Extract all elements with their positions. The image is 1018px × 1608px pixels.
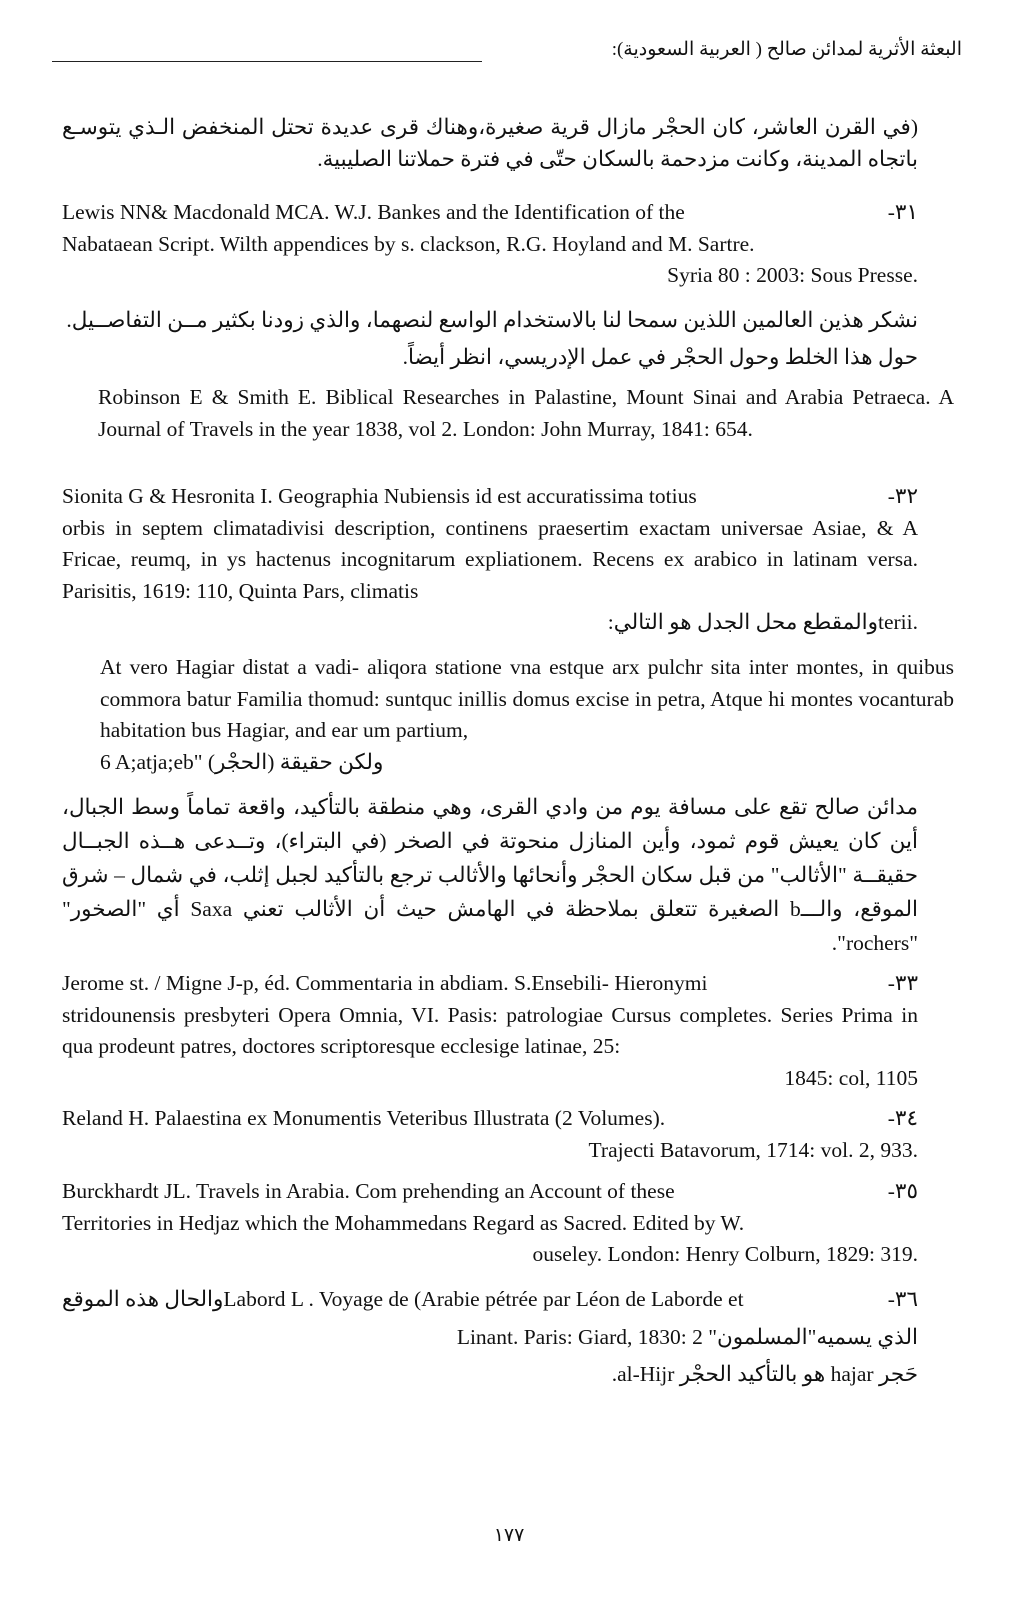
reference-35 — [62, 1176, 918, 1271]
arabic-inline: الذي يسميه"المسلمون" — [708, 1324, 918, 1349]
reference-line: Lewis NN& Macdonald MCA. W.J. Bankes and the Identification of the — [62, 200, 685, 224]
reference-line: 1845: col, 1105 — [784, 1065, 918, 1090]
running-header — [52, 34, 962, 74]
reference-line: Jerome st. / Migne J-p, éd. Commentaria in abdiam. S.Ensebili- Hieronymi — [62, 971, 708, 995]
reference-line: Sionita G & Hesronita I. Geographia Nubiensis id est accuratissima totius — [62, 484, 697, 508]
arabic-paragraph-see-also: حول هذا الخلط وحول الحجْر في عمل الإدريسي، انظر أيضاً. — [402, 345, 918, 369]
header-title: البعثة الأثرية لمدائن صالح ( العربية السعودية): — [611, 39, 962, 60]
latin-inline: Labord L . Voyage de (Arabie pétrée par Léon de Laborde et — [223, 1287, 744, 1311]
arabic-inline: ولكن حقيقة (الحجْر) — [207, 749, 384, 774]
reference-36 — [62, 1284, 918, 1391]
reference-number: ٣٥- — [887, 1179, 918, 1203]
latin-quotation — [100, 652, 954, 778]
latin-inline: .al-Hijr — [611, 1362, 675, 1386]
reference-robinson: Robinson E & Smith E. Biblical Researches in Palastine, Mount Sinai and Arabia Petraeca. A Journal of Travels in the year 1838, vol 2. London: John Murray, 1841: 654. — [98, 385, 954, 441]
arabic-inline: والحال هذه الموقع — [62, 1287, 224, 1311]
reference-33 — [62, 968, 918, 1094]
arabic-inline: حَجر — [878, 1362, 918, 1386]
page-number: ١٧٧ — [493, 1525, 525, 1546]
latin-inline: Linant. Paris: Giard, 1830: 2 — [456, 1324, 703, 1349]
reference-31 — [62, 197, 918, 292]
reference-34 — [62, 1103, 918, 1166]
arabic-inline: هو بالتأكيد الحجْر — [679, 1362, 826, 1386]
reference-number: ٣٤- — [887, 1106, 918, 1130]
reference-tail-line — [62, 607, 918, 639]
latin-inline: 6 A;atja;eb" — [100, 749, 203, 774]
reference-line: Burckhardt JL. Travels in Arabia. Com prehending an Account of these — [62, 1179, 675, 1203]
latin-inline: hajar — [830, 1362, 874, 1386]
reference-line — [62, 1359, 918, 1391]
arabic-paragraph-thanks: نشكر هذين العالمين اللذين سمحا لنا بالاستخدام الواسع لنصهما، والذي زودنا بكثير مــن التفاصــيل. — [66, 308, 918, 332]
reference-number: ٣١- — [887, 200, 918, 224]
quotation-text: At vero Hagiar distat a vadi- aliqora statione vna estque arx pulchr sita inter montes, in quibus commora batur Familia thomud: suntquc inillis domus excise in petra, Atque hi montes vocanturab habitation bus Hagiar, and ear um partium, — [100, 655, 954, 742]
reference-number: ٣٢- — [887, 484, 918, 508]
reference-number: ٣٦- — [887, 1287, 918, 1311]
reference-line: Nabataean Script. Wilth appendices by s. clackson, R.G. Hoyland and M. Sartre. — [62, 231, 755, 256]
arabic-inline: والمقطع محل الجدل هو التالي: — [607, 610, 878, 634]
reference-line: Territories in Hedjaz which the Mohammedans Regard as Sacred. Edited by W. — [62, 1210, 745, 1235]
arabic-paragraph-intro: (في القرن العاشر، كان الحجْر مازال قرية صغيرة،وهناك قرى عديدة تحتل المنخفض الـذي يتوسـع باتجاه المدينة، وكانت مزدحمة بالسكان حتّى في فترة حملاتنا الصليبية. — [62, 115, 918, 171]
arabic-paragraph-madain-salih: مدائن صالح تقع على مسافة يوم من وادي القرى، وهي منطقة بالتأكيد، واقعة تماماً وسط الجبال، أين كان يعيش قوم ثمود، وأين المنازل منحوتة في الصخر (في البتراء)، وتــدعى هــذه الجبــال حقيقــة "الأثالب" من قبل سكان الحجْر وأنحائها والأثالب ترجع بالتأكيد لجبل إثلب، في شمال – شرق الموقع، والـــb الصغيرة تتعلق بملاحظة في الهامش حيث أن الأثالب تعني Saxa أي "الصخور" "rochers". — [62, 795, 918, 955]
quotation-tail-line — [100, 747, 954, 779]
reference-32 — [62, 481, 918, 639]
reference-line: orbis in septem climatadivisi description, continens praesertim exactam universae Asiae, & A Fricae, reumq, in ys hactenus incognitarum expliationem. Recens ex arabico in latinam versa. Parisitis, 1619: 110, Quinta Pars, climatis — [62, 515, 918, 603]
reference-line: ouseley. London: Henry Colburn, 1829: 319. — [532, 1242, 918, 1266]
reference-line: stridounensis presbyteri Opera Omnia, VI. Pasis: patrologiae Cursus completes. Series Prima in qua prodeunt patres, doctores scriptoresque ecclesige latinae, 25: — [62, 1002, 918, 1058]
latin-inline: terii. — [878, 610, 918, 634]
reference-number: ٣٣- — [887, 971, 918, 995]
header-rule — [52, 61, 482, 62]
reference-line — [62, 1322, 918, 1354]
reference-line: Syria 80 : 2003: Sous Presse. — [667, 263, 918, 287]
reference-line: Trajecti Batavorum, 1714: vol. 2, 933. — [588, 1137, 918, 1162]
reference-line: Reland H. Palaestina ex Monumentis Veteribus Illustrata (2 Volumes). — [62, 1106, 666, 1130]
